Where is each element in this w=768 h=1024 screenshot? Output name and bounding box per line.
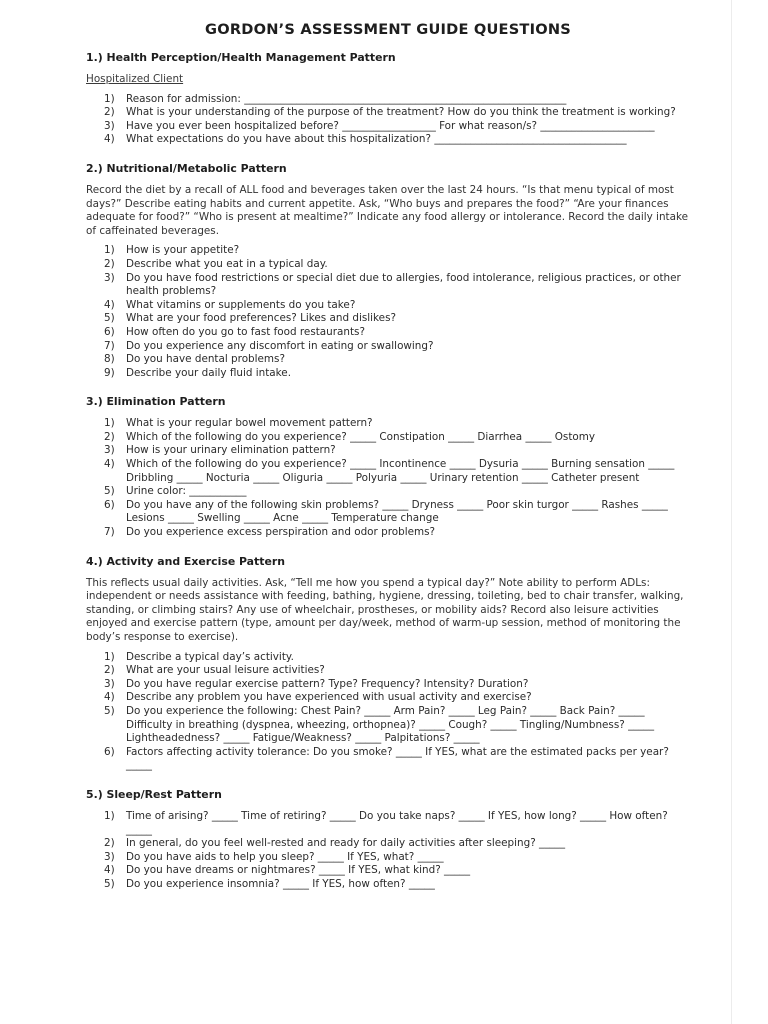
question-text: What are your usual leisure activities? bbox=[126, 664, 325, 677]
question-item bbox=[86, 340, 690, 354]
section-heading: 2.) Nutritional/Metabolic Pattern bbox=[86, 161, 287, 175]
question-number: 8) bbox=[104, 353, 115, 366]
question-number: 6) bbox=[104, 325, 115, 338]
question-text: Have you ever been hospitalized before? __________________ For what reason/s? ______________________ bbox=[126, 119, 655, 132]
question-number: 1) bbox=[104, 244, 115, 257]
question-text: Describe any problem you have experienced with usual activity and exercise? bbox=[126, 691, 532, 704]
section-elimination bbox=[86, 394, 690, 539]
question-number: 1) bbox=[104, 809, 115, 822]
question-number: 3) bbox=[104, 850, 115, 863]
question-item bbox=[86, 485, 690, 499]
question-number: 7) bbox=[104, 526, 115, 539]
question-text: Do you experience excess perspiration and odor problems? bbox=[126, 526, 436, 539]
question-number: 4) bbox=[104, 458, 115, 471]
question-text: Do you experience any discomfort in eating or swallowing? bbox=[126, 339, 434, 352]
question-text: What vitamins or supplements do you take? bbox=[126, 298, 356, 311]
question-text: What are your food preferences? Likes and dislikes? bbox=[126, 312, 397, 325]
section-paragraph: This reflects usual daily activities. Ask, “Tell me how you spend a typical day?” Note ability to perform ADLs: independent or needs assistance with feeding, bathing, hygiene, dressing, toileting, bed to chair transfer, walking, standing, or climbing stairs? Any use of wheelchair, prostheses, or mobility aids? Record also leisure activities enjoyed and exercise pattern (type, amount per day/week, method of warm-up session, method of monitoring the body’s response to exercise). bbox=[86, 576, 684, 643]
question-text: Do you have any of the following skin problems? _____ Dryness _____ Poor skin turgor _____ Rashes _____ Lesions _____ Swelling _____ Acne _____ Temperature change bbox=[126, 498, 668, 525]
question-item bbox=[86, 312, 690, 326]
question-text: Urine color: ___________ bbox=[126, 485, 247, 498]
question-item bbox=[86, 664, 690, 678]
question-number: 1) bbox=[104, 417, 115, 430]
document-title: GORDON’S ASSESSMENT GUIDE QUESTIONS bbox=[205, 21, 571, 38]
question-number: 4) bbox=[104, 691, 115, 704]
question-item bbox=[86, 837, 690, 851]
section-paragraph: Record the diet by a recall of ALL food and beverages taken over the last 24 hours. “Is that menu typical of most days?” Describe eating habits and current appetite. Ask, “Who buys and prepares the food?” “Are your finances adequate for food?” “Who is present at mealtime?” Indicate any food allergy or intolerance. Record the daily intake of caffeinated beverages. bbox=[86, 183, 689, 237]
question-number: 5) bbox=[104, 312, 115, 325]
section-sleep-rest bbox=[86, 787, 690, 892]
question-item bbox=[86, 444, 690, 458]
question-item bbox=[86, 93, 690, 107]
question-item bbox=[86, 526, 690, 540]
section-heading: 5.) Sleep/Rest Pattern bbox=[86, 787, 222, 801]
section-heading: 3.) Elimination Pattern bbox=[86, 395, 226, 409]
section-heading: 4.) Activity and Exercise Pattern bbox=[86, 554, 285, 568]
question-item bbox=[86, 299, 690, 313]
question-list bbox=[86, 93, 690, 147]
question-item bbox=[86, 417, 690, 431]
question-number: 5) bbox=[104, 485, 115, 498]
question-item bbox=[86, 272, 690, 299]
question-number: 2) bbox=[104, 106, 115, 119]
question-text: What expectations do you have about this hospitalization? _____________________________________ bbox=[126, 133, 627, 146]
question-number: 2) bbox=[104, 837, 115, 850]
question-number: 2) bbox=[104, 257, 115, 270]
question-item bbox=[86, 678, 690, 692]
question-text: What is your understanding of the purpose of the treatment? How do you think the treatment is working? bbox=[126, 106, 676, 119]
question-text: Factors affecting activity tolerance: Do you smoke? _____ If YES, what are the estimated packs per year? _____ bbox=[126, 745, 669, 772]
question-number: 6) bbox=[104, 498, 115, 511]
question-text: How is your urinary elimination pattern? bbox=[126, 444, 336, 457]
question-text: Describe a typical day’s activity. bbox=[126, 650, 294, 663]
question-number: 1) bbox=[104, 650, 115, 663]
question-text: Do you experience the following: Chest Pain? _____ Arm Pain? _____ Leg Pain? _____ Back Pain? _____ Difficulty in breathing (dyspnea, wheezing, orthopnea)? _____ Cough? _____ Tingling/Numbness? _____ Lightheadedness? _____ Fatigue/Weakness? _____ Palpitations? _____ bbox=[126, 704, 655, 745]
question-list bbox=[86, 651, 690, 773]
question-number: 4) bbox=[104, 133, 115, 146]
question-text: Which of the following do you experience? _____ Incontinence _____ Dysuria _____ Burning sensation _____ Dribbling _____ Nocturia _____ Oliguria _____ Polyuria _____ Urinary retention _____ Catheter present bbox=[126, 458, 675, 484]
question-number: 3) bbox=[104, 119, 115, 132]
question-item bbox=[86, 353, 690, 367]
question-item bbox=[86, 651, 690, 665]
question-item bbox=[86, 133, 690, 147]
question-number: 3) bbox=[104, 271, 115, 284]
question-item bbox=[86, 458, 690, 485]
question-text: Do you experience insomnia? _____ If YES, how often? _____ bbox=[126, 877, 435, 890]
page-edge-divider bbox=[731, 0, 732, 1024]
question-item bbox=[86, 326, 690, 340]
question-number: 3) bbox=[104, 444, 115, 457]
question-number: 9) bbox=[104, 366, 115, 379]
question-number: 5) bbox=[104, 704, 115, 717]
question-item bbox=[86, 691, 690, 705]
section-activity-exercise bbox=[86, 554, 690, 773]
question-text: Which of the following do you experience? _____ Constipation _____ Diarrhea _____ Ostomy bbox=[126, 430, 596, 443]
question-number: 7) bbox=[104, 339, 115, 352]
question-text: Time of arising? _____ Time of retiring? _____ Do you take naps? _____ If YES, how long? _____ How often? _____ bbox=[126, 809, 668, 836]
question-number: 1) bbox=[104, 92, 115, 105]
question-number: 5) bbox=[104, 877, 115, 890]
question-item bbox=[86, 864, 690, 878]
question-number: 4) bbox=[104, 864, 115, 877]
question-item bbox=[86, 258, 690, 272]
section-subheading: Hospitalized Client bbox=[86, 73, 184, 85]
section-health-perception bbox=[86, 50, 690, 147]
question-text: What is your regular bowel movement pattern? bbox=[126, 417, 373, 430]
question-item bbox=[86, 746, 690, 773]
question-text: Do you have food restrictions or special diet due to allergies, food intolerance, religious practices, or other health problems? bbox=[126, 271, 681, 298]
question-item bbox=[86, 705, 690, 746]
question-text: In general, do you feel well-rested and ready for daily activities after sleeping? _____ bbox=[126, 837, 566, 850]
question-item bbox=[86, 499, 690, 526]
question-text: Do you have dental problems? bbox=[126, 353, 285, 366]
question-item bbox=[86, 851, 690, 865]
question-number: 2) bbox=[104, 430, 115, 443]
question-item bbox=[86, 106, 690, 120]
question-number: 2) bbox=[104, 664, 115, 677]
question-item bbox=[86, 810, 690, 837]
question-text: Describe what you eat in a typical day. bbox=[126, 257, 328, 270]
question-list bbox=[86, 810, 690, 892]
question-number: 4) bbox=[104, 298, 115, 311]
section-heading: 1.) Health Perception/Health Management Pattern bbox=[86, 51, 396, 64]
question-item bbox=[86, 431, 690, 445]
question-list bbox=[86, 417, 690, 539]
question-list bbox=[86, 244, 690, 380]
question-item bbox=[86, 120, 690, 134]
question-item bbox=[86, 878, 690, 892]
question-text: How is your appetite? bbox=[126, 244, 240, 257]
question-number: 3) bbox=[104, 677, 115, 690]
document-page bbox=[86, 20, 690, 906]
question-text: Do you have aids to help you sleep? _____ If YES, what? _____ bbox=[126, 850, 444, 863]
question-text: Reason for admission: ______________________________________________________________ bbox=[126, 92, 567, 105]
question-text: Do you have regular exercise pattern? Type? Frequency? Intensity? Duration? bbox=[126, 677, 529, 690]
question-text: How often do you go to fast food restaurants? bbox=[126, 325, 365, 338]
question-text: Do you have dreams or nightmares? _____ If YES, what kind? _____ bbox=[126, 864, 471, 877]
question-item bbox=[86, 244, 690, 258]
section-nutritional-metabolic bbox=[86, 161, 690, 380]
question-number: 6) bbox=[104, 745, 115, 758]
question-text: Describe your daily fluid intake. bbox=[126, 366, 291, 379]
question-item bbox=[86, 367, 690, 381]
